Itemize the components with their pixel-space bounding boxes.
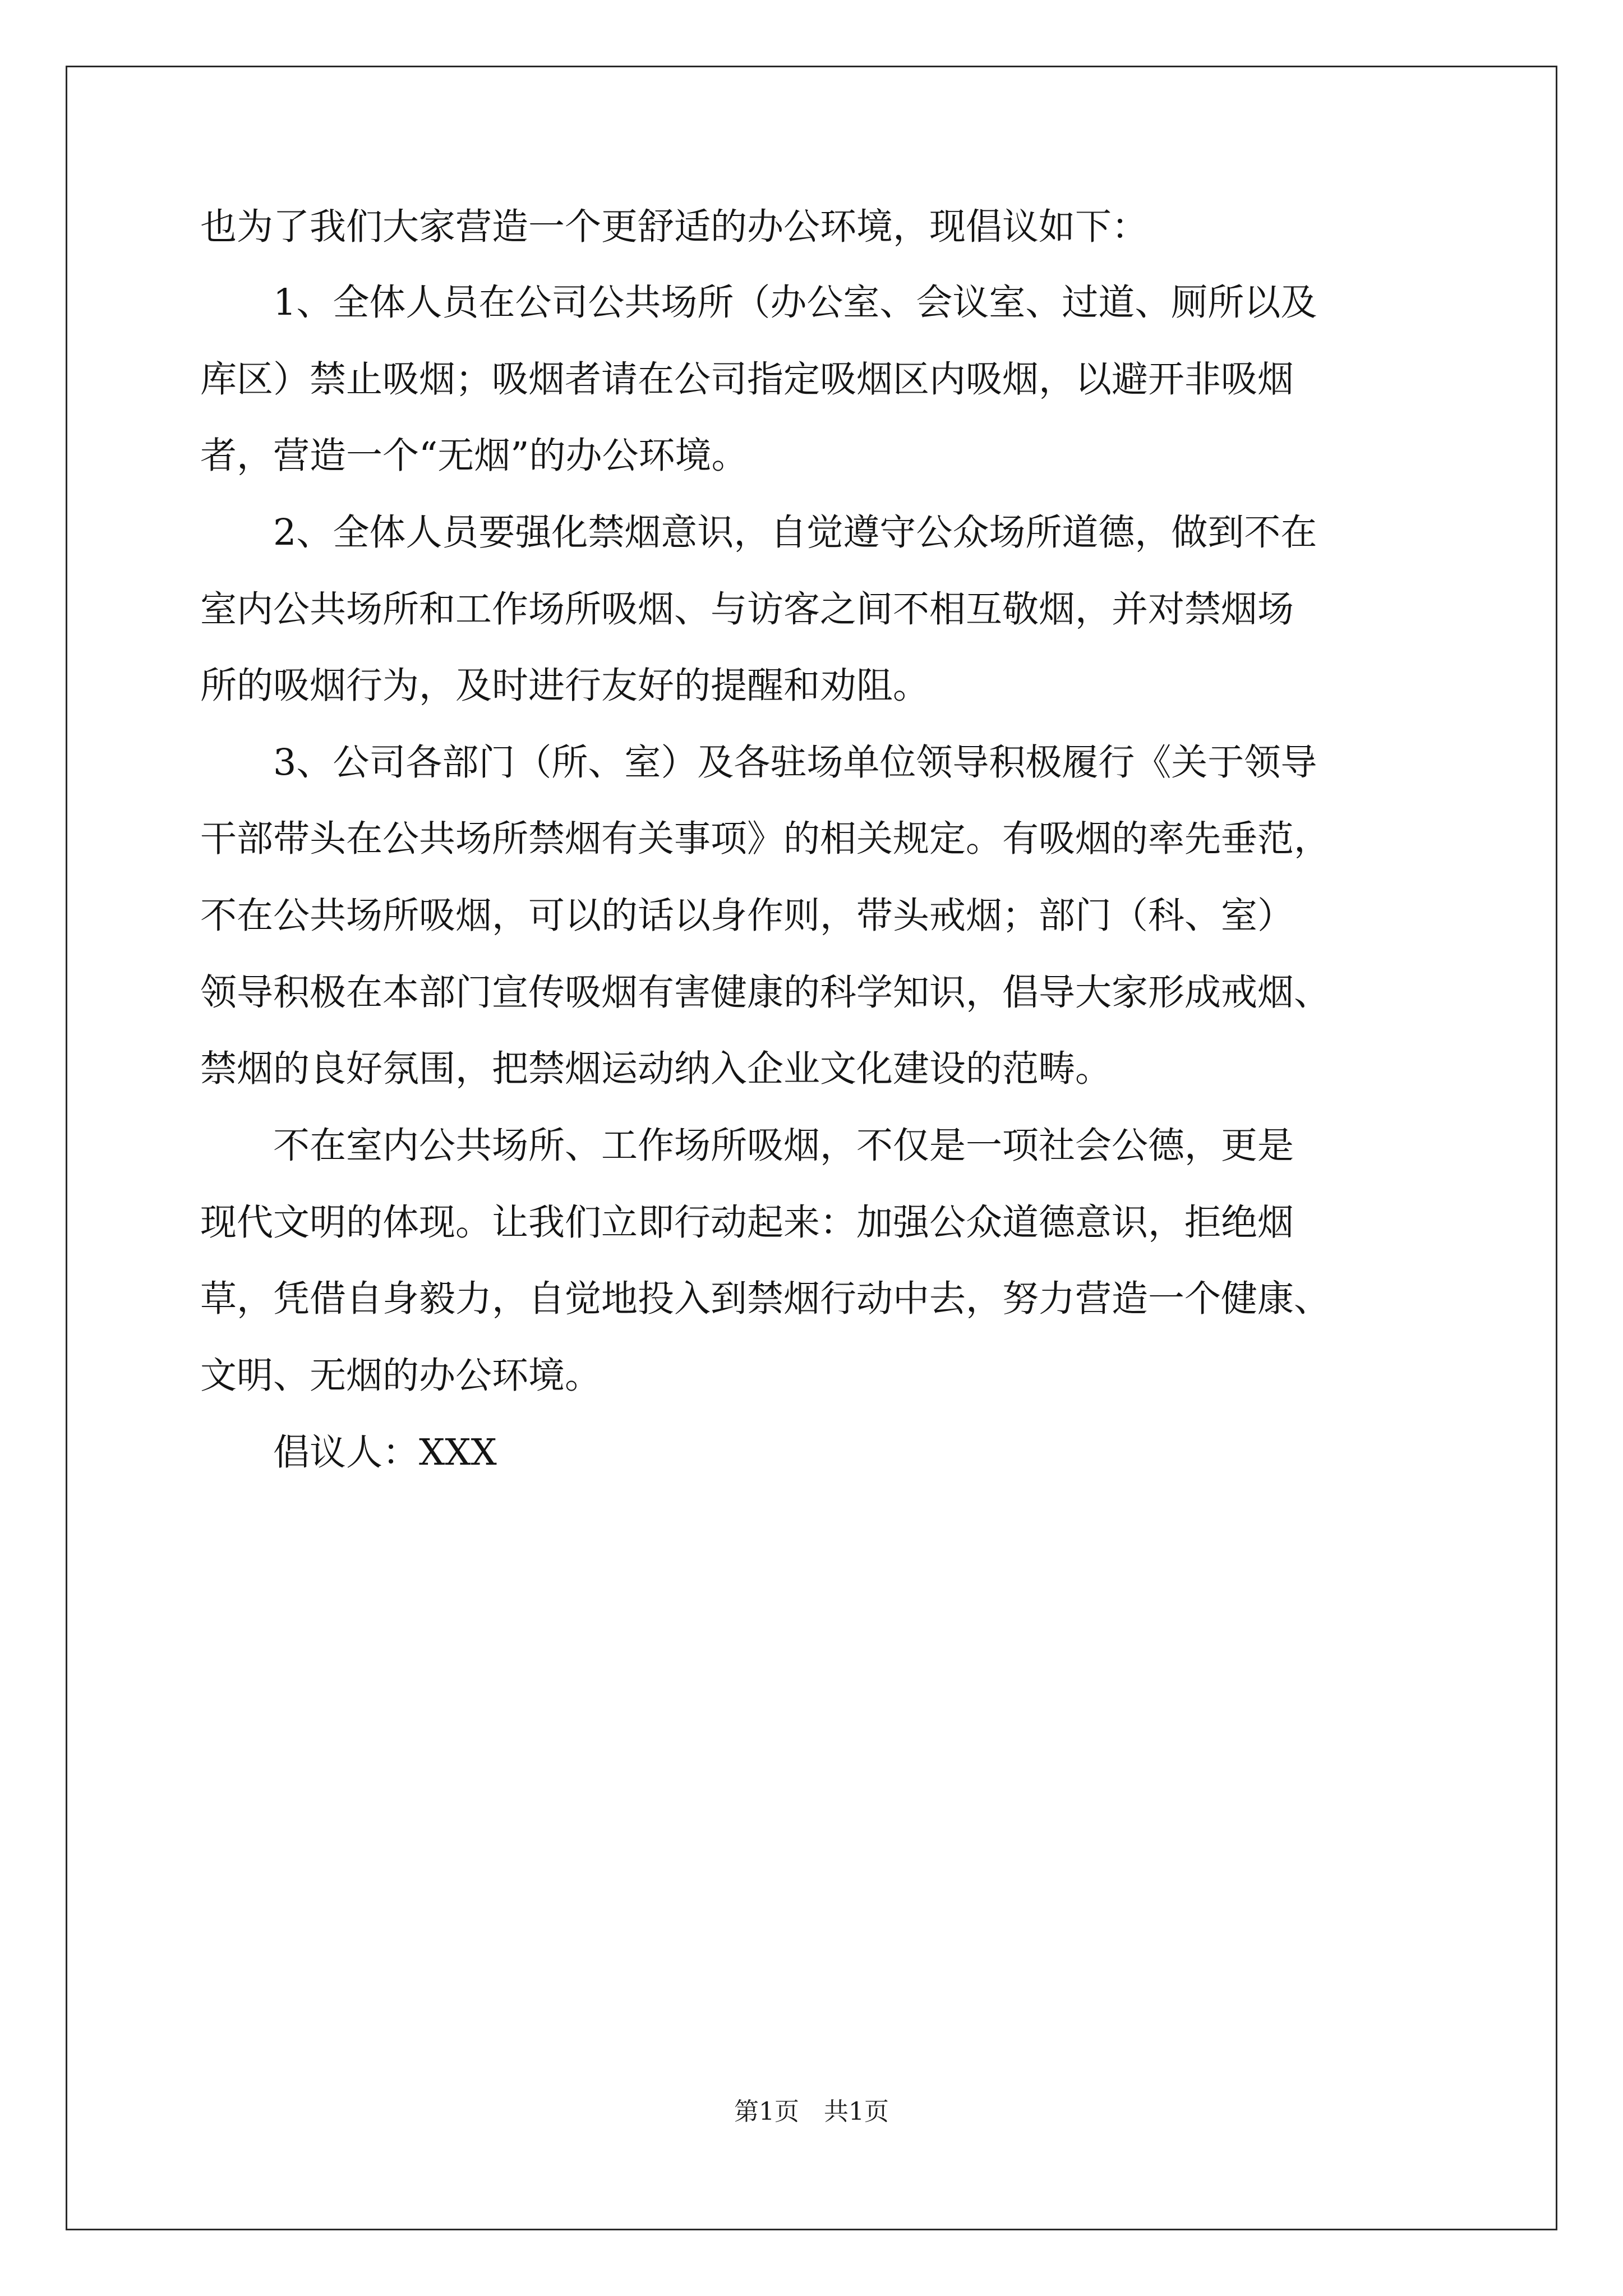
text-line: 领导积极在本部门宣传吸烟有害健康的科学知识，倡导大家形成戒烟、 xyxy=(200,972,1331,1014)
text-line: 禁烟的良好氛围，把禁烟运动纳入企业文化建设的范畴。 xyxy=(200,1048,1112,1090)
page-footer: 第1页 共1页 xyxy=(734,2097,889,2126)
text-line: 现代文明的体现。让我们立即行动起来：加强公众道德意识，拒绝烟 xyxy=(200,1202,1294,1244)
text-line: 3、公司各部门（所、室）及各驻场单位领导积极履行《关于领导 xyxy=(200,742,1317,784)
text-line: 不在室内公共场所、工作场所吸烟，不仅是一项社会公德，更是 xyxy=(200,1125,1294,1167)
text-line: 1、全体人员在公司公共场所（办公室、会议室、过道、厕所以及 xyxy=(200,282,1317,324)
text-line: 文明、无烟的办公环境。 xyxy=(200,1355,602,1397)
text-line: 2、全体人员要强化禁烟意识，自觉遵守公众场所道德，做到不在 xyxy=(200,512,1317,554)
text-line: 不在公共场所吸烟，可以的话以身作则，带头戒烟；部门（科、室） xyxy=(200,895,1294,937)
text-line: 草，凭借自身毅力，自觉地投入到禁烟行动中去，努力营造一个健康、 xyxy=(200,1278,1331,1320)
text-line: 也为了我们大家营造一个更舒适的办公环境，现倡议如下： xyxy=(200,206,1149,248)
text-line: 库区）禁止吸烟；吸烟者请在公司指定吸烟区内吸烟，以避开非吸烟 xyxy=(200,358,1294,401)
text-line: 干部带头在公共场所禁烟有关事项》的相关规定。有吸烟的率先垂范， xyxy=(200,818,1331,860)
text-line: 室内公共场所和工作场所吸烟、与访客之间不相互敬烟，并对禁烟场 xyxy=(200,588,1294,631)
text-line: 者，营造一个“无烟”的办公环境。 xyxy=(200,435,748,477)
text-line: 所的吸烟行为，及时进行友好的提醒和劝阻。 xyxy=(200,665,930,707)
signature-line: 倡议人：XXX xyxy=(200,1432,497,1474)
